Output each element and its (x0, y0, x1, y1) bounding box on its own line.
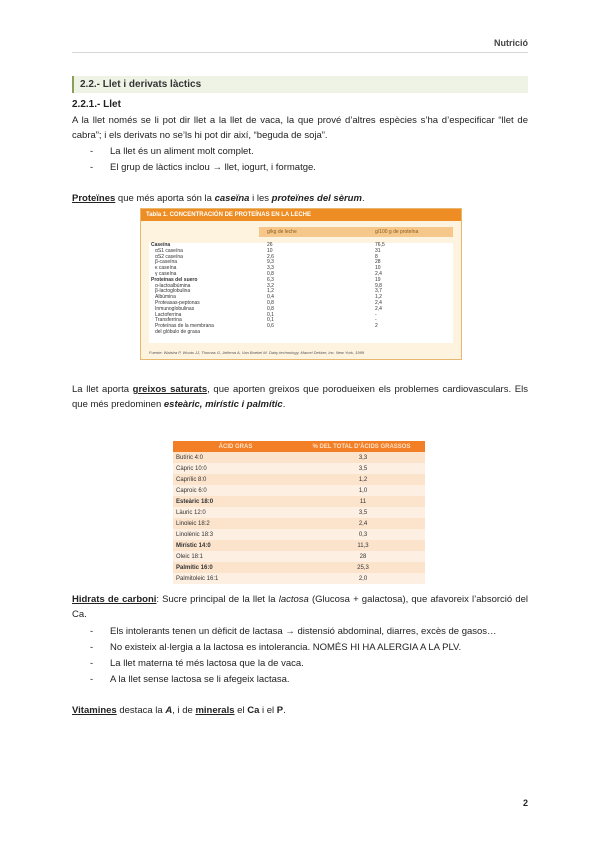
vitamins-paragraph (72, 703, 528, 718)
table-cell: 26 (267, 242, 273, 248)
protein-table-title: Tabla 1. CONCENTRACIÓN DE PROTEÍNAS EN LA LECHE (141, 209, 461, 221)
table-cell: Proteínas del suero (151, 276, 198, 283)
mineral-ca: Ca (247, 705, 260, 716)
table-cell: 2 (375, 323, 378, 330)
text: . (283, 705, 286, 716)
fatty-acid-name: Càpric 10:0 (173, 463, 298, 474)
table-cell: 2,4 (375, 270, 382, 277)
table-cell: 0,8 (267, 305, 274, 312)
protein-table-body (149, 243, 453, 343)
table-cell: 3,3 (267, 265, 274, 272)
protein-table-header (259, 227, 453, 237)
table-cell: 31 (375, 247, 381, 254)
fatty-acid-percent: 11 (298, 496, 425, 507)
text: i el (259, 705, 277, 716)
table-row (173, 573, 425, 584)
table-cell: 28 (375, 259, 381, 266)
table-cell: 0,1 (267, 317, 274, 324)
fatty-acid-percent: 0,3 (298, 529, 425, 540)
table-cell: - (375, 311, 377, 318)
fatty-acid-percent: 1,0 (298, 485, 425, 496)
list-item: - Els intolerants tenen un dèficit de lactasa → distensió abdominal, diarres, excès de gasos… (90, 624, 528, 640)
protein-table-footnote: Fuente: Walstra P, Wouts JJ, Thomas G, Jellema A, Van Boekel M. Dairy technology. Marcel Dekker, Inc. New York, 1999 (149, 350, 365, 355)
header-divider (72, 52, 528, 53)
fatty-acids-col-header: % DEL TOTAL D’ÀCIDS GRASSOS (298, 441, 425, 452)
table-cell: 9,8 (375, 282, 382, 289)
table-row (149, 330, 453, 336)
table-row (173, 485, 425, 496)
table-row (173, 452, 425, 463)
fats-list: esteàric, mirístic i palmític (163, 399, 283, 410)
carbs-paragraph (72, 592, 528, 622)
table-cell: 10 (375, 265, 381, 272)
table-cell: del glóbulo de grasa (155, 328, 201, 335)
table-cell: 19 (375, 276, 381, 283)
table-cell: 9,3 (267, 259, 274, 266)
text: . (361, 193, 365, 204)
table-cell: 3,2 (267, 282, 274, 289)
proteins-paragraph (72, 191, 528, 206)
table-cell: 1,2 (267, 288, 274, 295)
fatty-acid-percent: 25,3 (298, 562, 425, 573)
fatty-acid-name: Butíric 4:0 (173, 452, 298, 463)
protein-table-col1: g/kg de leche (267, 229, 297, 235)
table-cell: 0,4 (267, 294, 274, 301)
fatty-acid-percent: 3,5 (298, 463, 425, 474)
table-cell: 6,3 (267, 276, 274, 283)
protein-table-image (140, 208, 462, 360)
table-cell: 2,6 (267, 253, 274, 260)
table-cell: Caseína (151, 242, 171, 248)
carbs-bullet-list (90, 624, 528, 688)
fatty-acids-col-header: ÁCID GRAS (173, 441, 298, 452)
table-cell: 0,1 (267, 311, 274, 318)
table-row (173, 463, 425, 474)
table-cell: Proteínas de la membrana (155, 323, 214, 330)
fatty-acid-name: Palmitoleic 16:1 (173, 573, 298, 584)
table-cell: 2,4 (375, 305, 382, 312)
table-cell: 10 (267, 247, 273, 254)
fatty-acid-percent: 1,2 (298, 474, 425, 485)
fatty-acid-percent: 3,5 (298, 507, 425, 518)
table-cell: - (375, 317, 377, 324)
list-item: - La llet materna té més lactosa que la de vaca. (90, 656, 528, 672)
table-cell: 0,8 (267, 299, 274, 306)
text: destaca la (116, 705, 166, 716)
fatty-acid-name: Linolènic 18:3 (173, 529, 298, 540)
fatty-acid-name: Caprílic 8:0 (173, 474, 298, 485)
carbs-label: Hidrats de carboni (72, 594, 157, 605)
minerals-label: minerals (195, 705, 235, 716)
vitamin-a: A (165, 705, 173, 716)
fatty-acids-table-body (173, 452, 425, 584)
table-cell: α-lactoalbúmina (155, 282, 191, 289)
table-cell: β-caseína (155, 259, 178, 266)
list-item: - La llet és un aliment molt complet. (90, 144, 528, 160)
table-row (173, 507, 425, 518)
table-cell: γ caseína (155, 270, 177, 277)
table-cell: Transferrina (155, 317, 182, 324)
table-cell: 76,5 (375, 242, 385, 248)
fatty-acid-percent: 2,0 (298, 573, 425, 584)
table-cell: 0,8 (267, 270, 274, 277)
casein-term: caseïna (214, 193, 250, 204)
table-cell: 2,4 (375, 299, 382, 306)
text: (Glucosa + galactosa), que afavoreix l’absorció del Ca. (72, 594, 528, 620)
table-row (173, 562, 425, 573)
fatty-acids-table (173, 441, 425, 584)
text: que més aporta són la (115, 193, 215, 204)
text: el (234, 705, 248, 716)
fatty-acid-name: Caproic 6:0 (173, 485, 298, 496)
fatty-acid-name: Oleic 18:1 (173, 551, 298, 562)
list-item: - El grup de làctics inclou → llet, iogurt, i formatge. (90, 160, 528, 176)
text: : Sucre principal de la llet la (156, 594, 279, 605)
table-row (173, 529, 425, 540)
table-row (173, 474, 425, 485)
fatty-acid-percent: 2,4 (298, 518, 425, 529)
table-row (173, 551, 425, 562)
table-cell: 8 (375, 253, 378, 260)
table-cell: κ caseína (155, 265, 177, 272)
page-number: 2 (522, 798, 528, 808)
text: La llet aporta (72, 384, 133, 395)
fats-label: greixos saturats (132, 384, 208, 395)
table-cell: Albúmina (155, 294, 176, 301)
intro-bullet-list (90, 144, 528, 176)
table-row (173, 540, 425, 551)
fatty-acid-name: Esteàric 18:0 (173, 496, 298, 507)
list-item: - A la llet sense lactosa se li afegeix lactasa. (90, 672, 528, 688)
lactose-term: lactosa (278, 594, 309, 605)
table-cell: Proteasas-peptonas (155, 299, 200, 306)
table-cell: αS1 caseína (155, 247, 183, 254)
table-row (173, 496, 425, 507)
table-cell: β-lactoglobulina (155, 288, 191, 295)
subsection-title: 2.2.1.- Llet (72, 99, 121, 110)
protein-table-col2: g/100 g de proteína (375, 229, 419, 235)
fats-paragraph (72, 382, 528, 412)
text: . (282, 399, 286, 410)
vitamins-label: Vitamines (72, 705, 117, 716)
fatty-acid-name: Làuric 12:0 (173, 507, 298, 518)
fatty-acid-name: Mirístic 14:0 (173, 540, 298, 551)
fatty-acid-percent: 11,3 (298, 540, 425, 551)
section-title: 2.2.- Llet i derivats làctics (80, 79, 202, 90)
table-cell: αS2 caseína (155, 253, 183, 260)
text: i les (249, 193, 272, 204)
table-cell: 3,7 (375, 288, 382, 295)
fatty-acid-percent: 28 (298, 551, 425, 562)
proteins-label: Proteïnes (72, 193, 116, 204)
mineral-p: P (276, 705, 284, 716)
fatty-acid-name: Palmític 16:0 (173, 562, 298, 573)
table-cell: 1,2 (375, 294, 382, 301)
text: , i de (172, 705, 196, 716)
text: , que aporten greixos que porodueixen els problemes cardiovasculars. Els que més predominen (72, 384, 528, 410)
table-cell: 0,6 (267, 323, 274, 330)
page-header-title: Nutrició (493, 38, 528, 48)
table-row (173, 518, 425, 529)
fatty-acid-percent: 3,3 (298, 452, 425, 463)
section-heading (72, 76, 528, 93)
serum-term: proteïnes del sèrum (271, 193, 362, 204)
list-item: - No existeix al·lergia a la lactosa es intolerancia. NOMÉS HI HA ALERGIA A LA PLV. (90, 640, 528, 656)
table-cell: Lactoferrina (155, 311, 182, 318)
table-cell: Inmunoglobulinas (155, 305, 195, 312)
fatty-acid-name: Linoleic 18:2 (173, 518, 298, 529)
intro-paragraph: A la llet només se li pot dir llet a la llet de vaca, la que prové d’altres espècies s’ha d’especificar “llet de cabra”; i els derivats no se’ls hi pot dir així, “beguda de soja”. (72, 115, 528, 141)
